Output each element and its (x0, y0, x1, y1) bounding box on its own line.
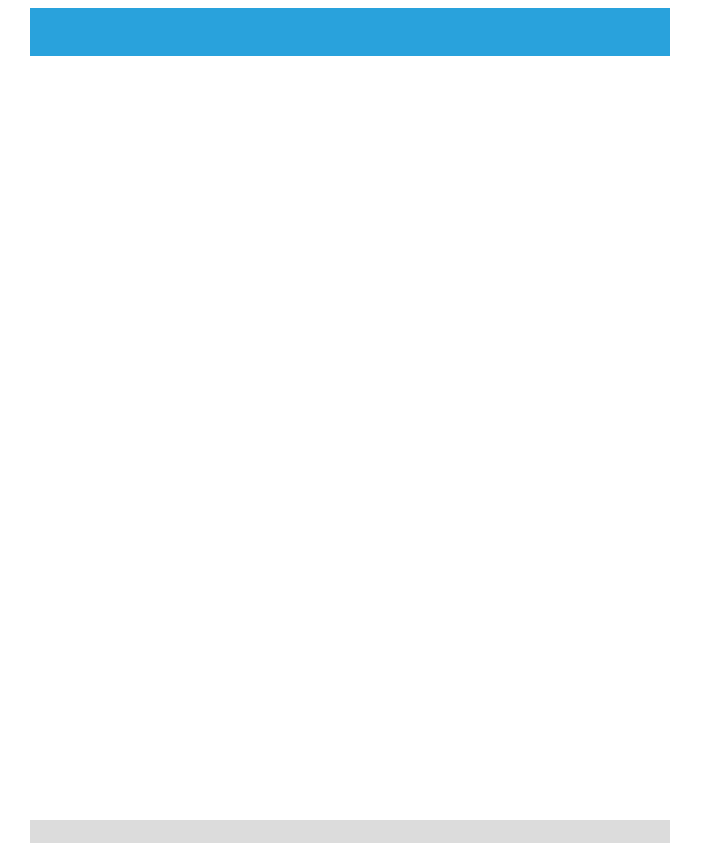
header-bar (30, 8, 670, 56)
bottom-summary-bar (30, 820, 670, 843)
